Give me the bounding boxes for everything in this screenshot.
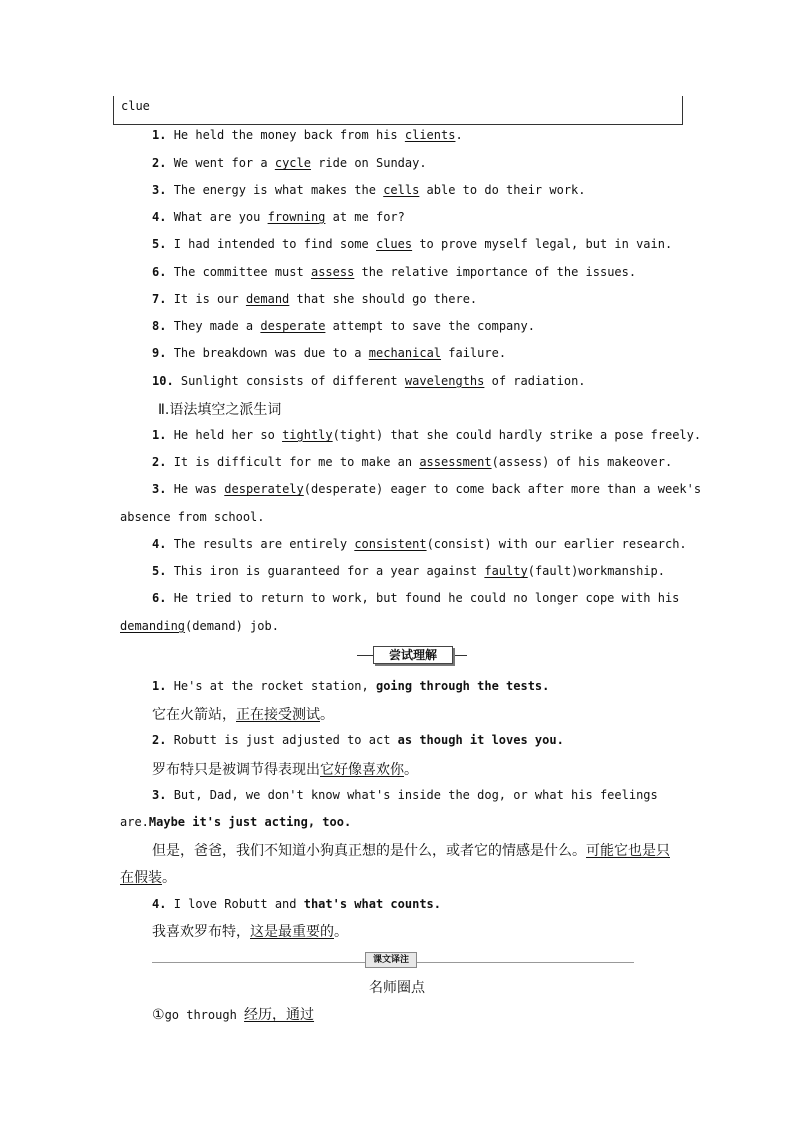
answer: wavelengths — [404, 374, 485, 388]
understanding-4-en: 4. I love Robutt and that's what counts. — [152, 897, 442, 911]
part1-item-10: 10. Sunlight consists of different wavelengths of radiation. — [152, 374, 586, 388]
understanding-1-en: 1. He's at the rocket station, going through the tests. — [152, 679, 550, 693]
part2-item-6: 6. He tried to return to work, but found he could no longer cope with his — [152, 591, 680, 605]
part1-item-2: 2. We went for a cycle ride on Sunday. — [152, 156, 427, 170]
answer: demand — [245, 292, 290, 306]
part2-item-6-cont: demanding(demand) job. — [120, 619, 279, 633]
answer: frowning — [267, 210, 326, 224]
note-1: ①go through 经历，通过 — [152, 1007, 315, 1023]
part1-item-9: 9. The breakdown was due to a mechanical failure. — [152, 346, 507, 360]
clue-box-label: clue — [121, 99, 150, 113]
part2-item-3-cont: absence from school. — [120, 510, 265, 524]
understanding-3-zh: 但是，爸爸，我们不知道小狗真正想的是什么，或者它的情感是什么。可能它也是只 — [152, 843, 670, 859]
clue-box — [113, 96, 683, 125]
answer: assess — [310, 265, 355, 279]
answer: mechanical — [368, 346, 442, 360]
answer: desperately — [224, 482, 304, 496]
part2-item-1: 1. He held her so tightly(tight) that she could hardly strike a pose freely. — [152, 428, 702, 442]
answer: demanding — [120, 619, 186, 633]
answer: clues — [375, 237, 413, 251]
answer: faulty — [484, 564, 528, 578]
part2-item-4: 4. The results are entirely consistent(consist) with our earlier research. — [152, 537, 687, 551]
part2-item-3: 3. He was desperately(desperate) eager to come back after more than a week's — [152, 482, 702, 496]
divider-tag: 课文译注 — [365, 952, 417, 968]
part1-item-4: 4. What are you frowning at me for? — [152, 210, 405, 224]
understanding-3-en-cont: are.Maybe it's just acting, too. — [120, 815, 352, 829]
section-badge — [357, 646, 467, 664]
answer: tightly — [282, 428, 333, 442]
answer: assessment — [419, 455, 492, 469]
understanding-3-en: 3. But, Dad, we don't know what's inside the dog, or what his feelings — [152, 788, 658, 802]
answer: cycle — [274, 156, 311, 170]
part2-item-2: 2. It is difficult for me to make an assessment(assess) of his makeover. — [152, 455, 673, 469]
part1-item-8: 8. They made a desperate attempt to save the company. — [152, 319, 535, 333]
part1-item-5: 5. I had intended to find some clues to prove myself legal, but in vain. — [152, 237, 673, 251]
understanding-2-zh: 罗布特只是被调节得表现出它好像喜欢你。 — [152, 762, 418, 778]
understanding-2-en: 2. Robutt is just adjusted to act as though it loves you. — [152, 733, 564, 747]
answer: clients — [404, 128, 456, 142]
answer: cells — [383, 183, 420, 197]
answer: consistent — [354, 537, 427, 551]
part1-item-7: 7. It is our demand that she should go there. — [152, 292, 478, 306]
part1-item-3: 3. The energy is what makes the cells able to do their work. — [152, 183, 586, 197]
part1-item-1: 1. He held the money back from his clients. — [152, 128, 463, 142]
answer: desperate — [260, 319, 326, 333]
understanding-1-zh: 它在火箭站，正在接受测试。 — [152, 707, 334, 723]
section-title: 尝试理解 — [373, 646, 453, 664]
notes-title: 名师圈点 — [369, 980, 425, 996]
part1-item-6: 6. The committee must assess the relative importance of the issues. — [152, 265, 637, 279]
understanding-4-zh: 我喜欢罗布特，这是最重要的。 — [152, 924, 348, 940]
part2-heading: Ⅱ.语法填空之派生词 — [158, 402, 282, 418]
part2-item-5: 5. This iron is guaranteed for a year against faulty(fault)workmanship. — [152, 564, 665, 578]
understanding-3-zh-cont: 在假装。 — [120, 870, 176, 886]
